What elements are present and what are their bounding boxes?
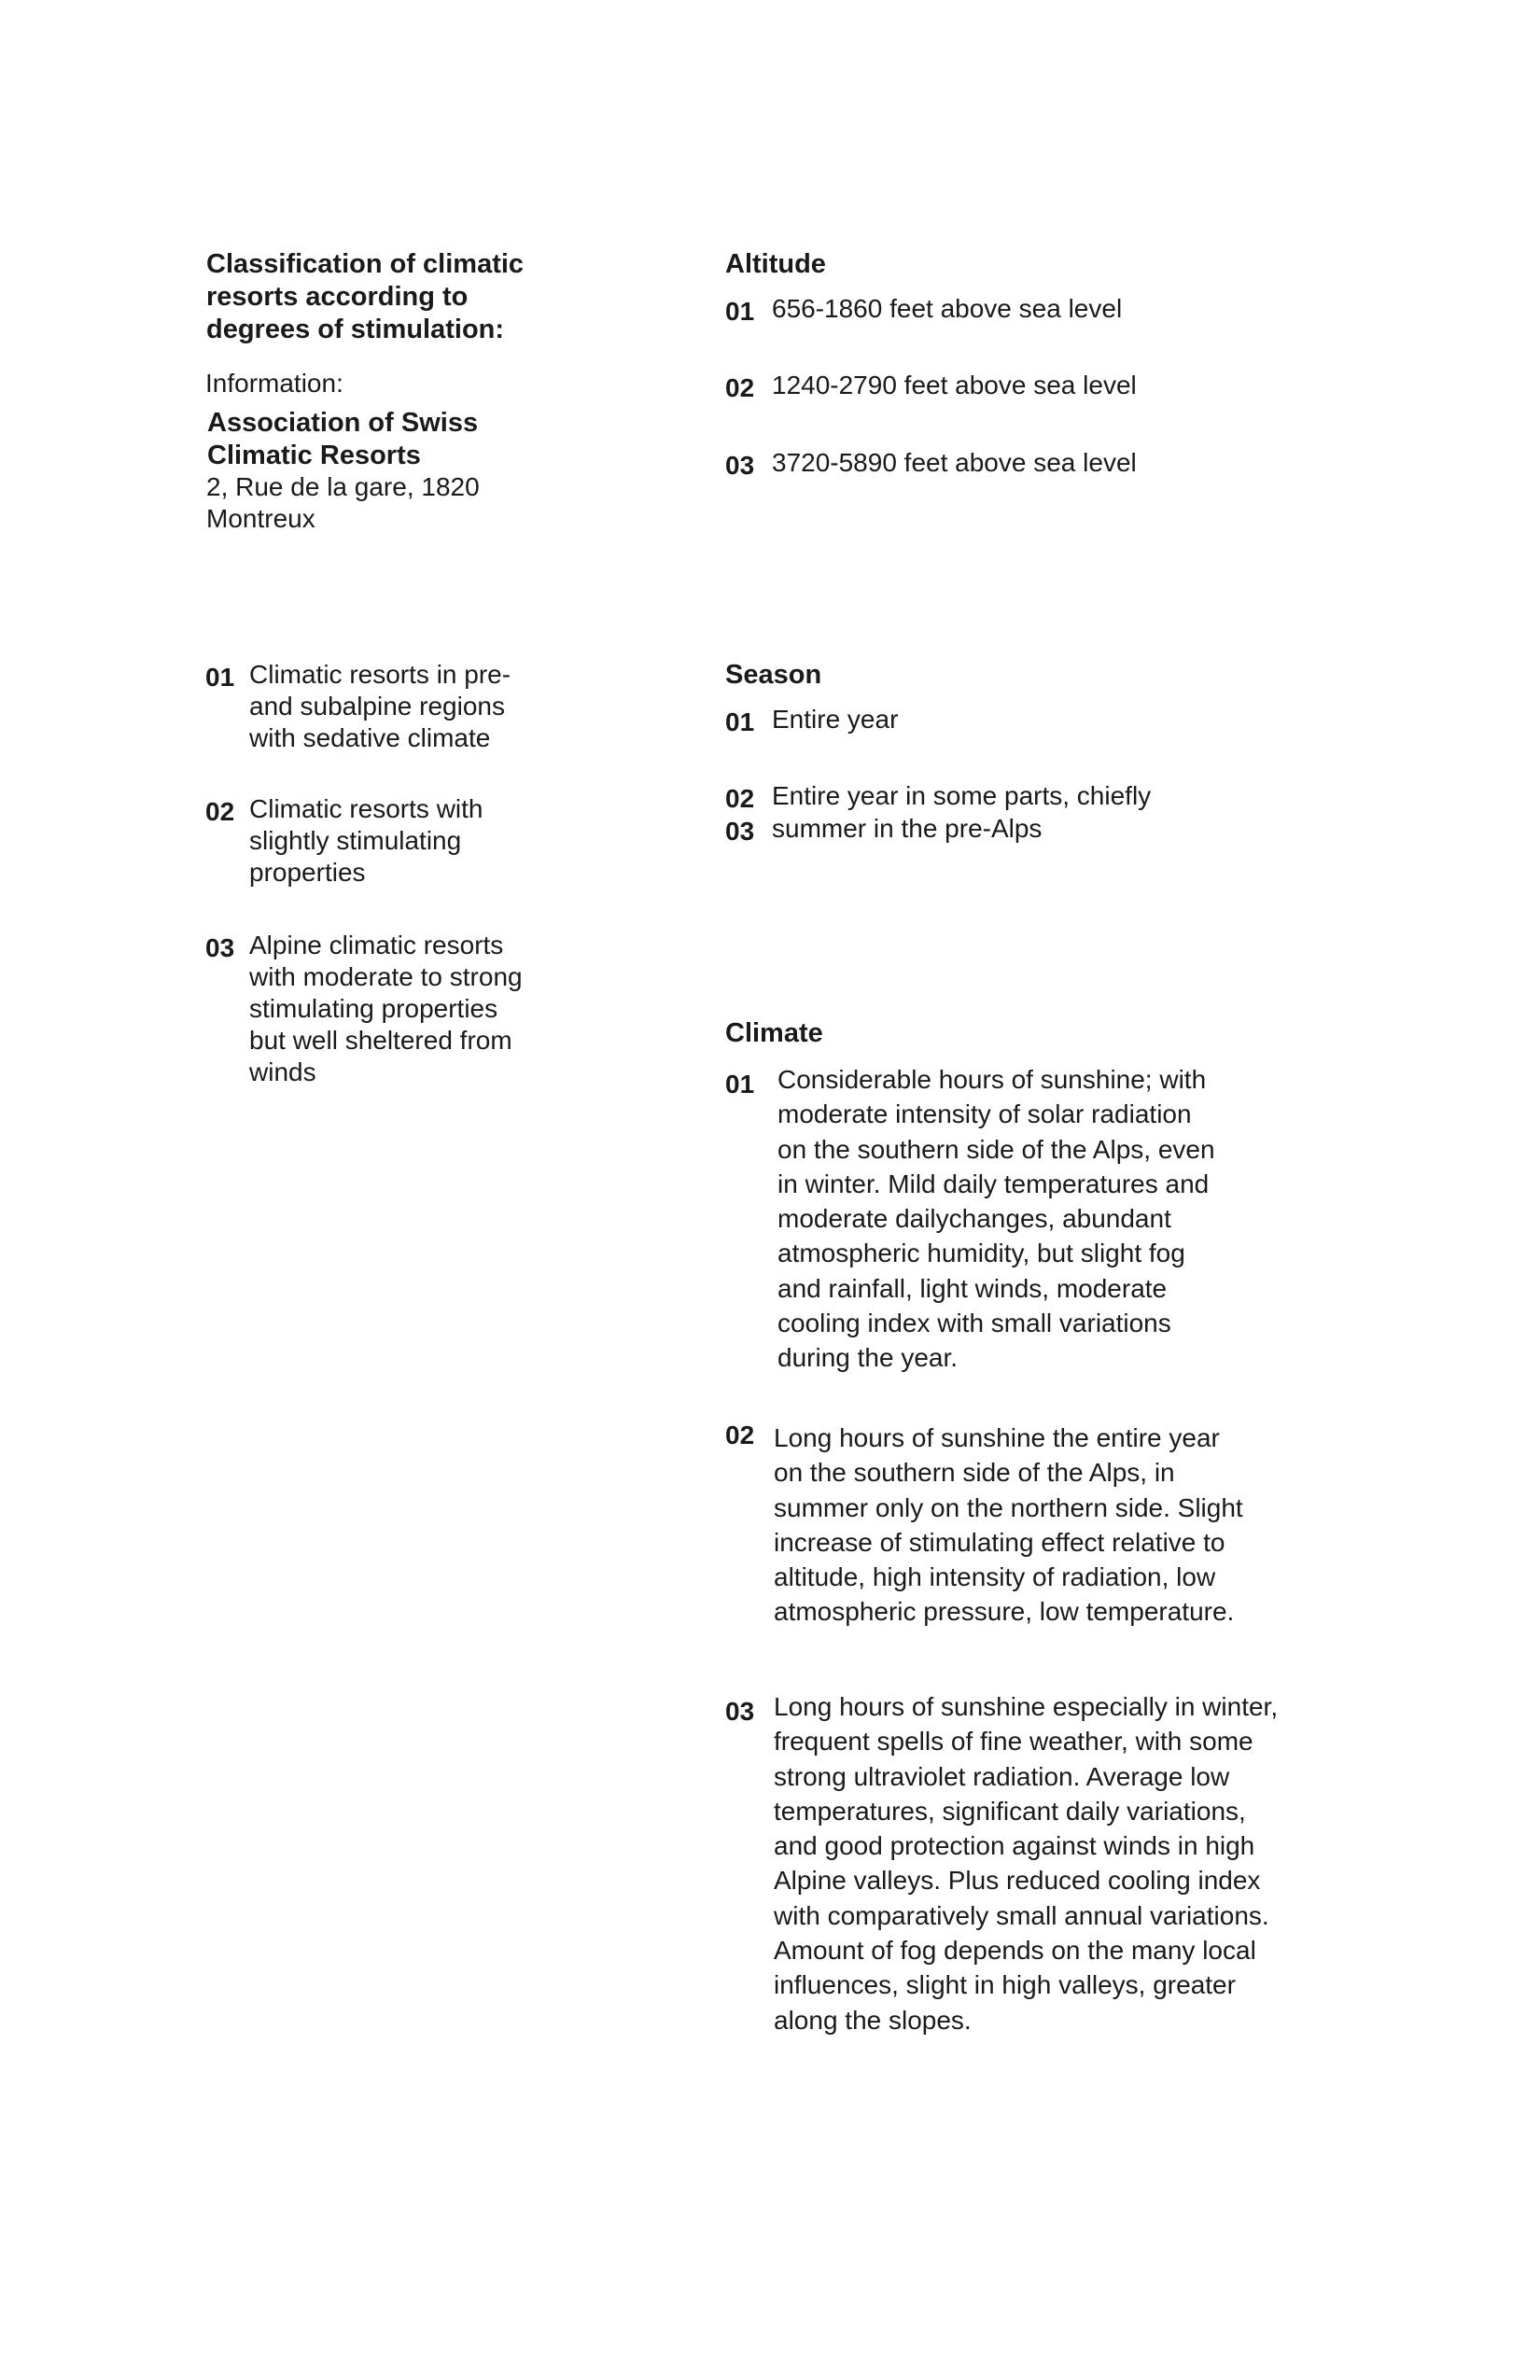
item-line: Long hours of sunshine the entire year [774, 1423, 1220, 1452]
item-line: during the year. [777, 1343, 959, 1373]
item-line: frequent spells of fine weather, with some [774, 1727, 1253, 1757]
item-number: 03 [725, 817, 755, 846]
item-line: and rainfall, light winds, moderate [777, 1273, 1168, 1303]
item-text [774, 1689, 1278, 2037]
item-line: winds [249, 1057, 316, 1086]
item-line: Alpine climatic resorts [249, 931, 504, 959]
org-line: Association of Swiss [207, 408, 479, 438]
address-line: Montreux [206, 504, 315, 533]
item-line: altitude, high intensity of radiation, low [774, 1562, 1216, 1592]
item-line: Amount of fog depends on the many local [774, 1936, 1256, 1966]
item-text: Entire year [772, 705, 899, 734]
item-line: cooling index with small variations [777, 1309, 1171, 1338]
climate-heading: Climate [725, 1018, 823, 1048]
item-number: 02 [205, 797, 235, 826]
item-text: summer in the pre-Alps [772, 814, 1043, 843]
item-text [777, 1062, 1215, 1376]
item-line: properties [249, 858, 366, 887]
item-line: and subalpine regions [249, 692, 505, 721]
title-line: resorts according to [206, 282, 469, 312]
item-number: 01 [725, 707, 755, 736]
item-number: 02 [725, 1421, 755, 1449]
item-line: Considerable hours of sunshine; with [777, 1065, 1207, 1094]
item-text [249, 659, 511, 754]
item-number: 01 [725, 297, 755, 326]
item-text [774, 1421, 1243, 1630]
item-line: moderate dailychanges, abundant [777, 1204, 1171, 1234]
item-number: 02 [725, 784, 755, 813]
item-text: 1240-2790 feet above sea level [772, 371, 1137, 399]
season-heading: Season [725, 660, 822, 690]
address-line: 2, Rue de la gare, 1820 [206, 472, 480, 501]
item-number: 03 [725, 451, 755, 480]
title-line: degrees of stimulation: [206, 315, 505, 344]
item-line: with moderate to strong [249, 962, 523, 991]
item-line: Climatic resorts in pre- [249, 660, 511, 689]
item-line: atmospheric pressure, low temperature. [774, 1597, 1235, 1627]
organization-name [207, 407, 478, 472]
classification-title [206, 248, 524, 346]
item-line: in winter. Mild daily temperatures and [777, 1169, 1210, 1198]
item-line: moderate intensity of solar radiation [777, 1099, 1192, 1129]
item-line: Long hours of sunshine especially in winter, [774, 1692, 1279, 1721]
item-line: with sedative climate [249, 723, 491, 752]
item-line: on the southern side of the Alps, in [774, 1458, 1175, 1488]
item-line: but well sheltered from [249, 1026, 512, 1055]
item-line: strong ultraviolet radiation. Average low [774, 1761, 1230, 1791]
item-line: along the slopes. [774, 2005, 972, 2035]
item-line: and good protection against winds in high [774, 1831, 1255, 1861]
item-text [249, 930, 523, 1088]
organization-address [206, 471, 480, 535]
item-line: temperatures, significant daily variations, [774, 1796, 1246, 1826]
item-text: 3720-5890 feet above sea level [772, 448, 1137, 477]
title-line: Classification of climatic [206, 249, 525, 279]
item-number: 01 [205, 663, 235, 692]
item-line: slightly stimulating [249, 826, 462, 855]
org-line: Climatic Resorts [207, 441, 421, 470]
item-text: 656-1860 feet above sea level [772, 294, 1123, 323]
altitude-heading: Altitude [725, 249, 826, 279]
item-text: Entire year in some parts, chiefly [772, 781, 1152, 810]
item-line: Climatic resorts with [249, 794, 483, 823]
item-line: on the southern side of the Alps, even [777, 1134, 1215, 1164]
item-line: increase of stimulating effect relative to [774, 1527, 1225, 1557]
item-number: 01 [725, 1070, 755, 1099]
item-line: with comparatively small annual variations. [774, 1900, 1269, 1930]
item-number: 03 [725, 1697, 755, 1726]
item-line: influences, slight in high valleys, greater [774, 1970, 1236, 2000]
information-label: Information: [205, 369, 343, 398]
item-text [249, 793, 483, 889]
item-line: Alpine valleys. Plus reduced cooling index [774, 1866, 1261, 1896]
item-line: summer only on the northern side. Slight [774, 1492, 1243, 1522]
item-line: stimulating properties [249, 994, 498, 1023]
item-number: 03 [205, 933, 235, 962]
item-number: 02 [725, 373, 755, 402]
item-line: atmospheric humidity, but slight fog [777, 1239, 1185, 1268]
